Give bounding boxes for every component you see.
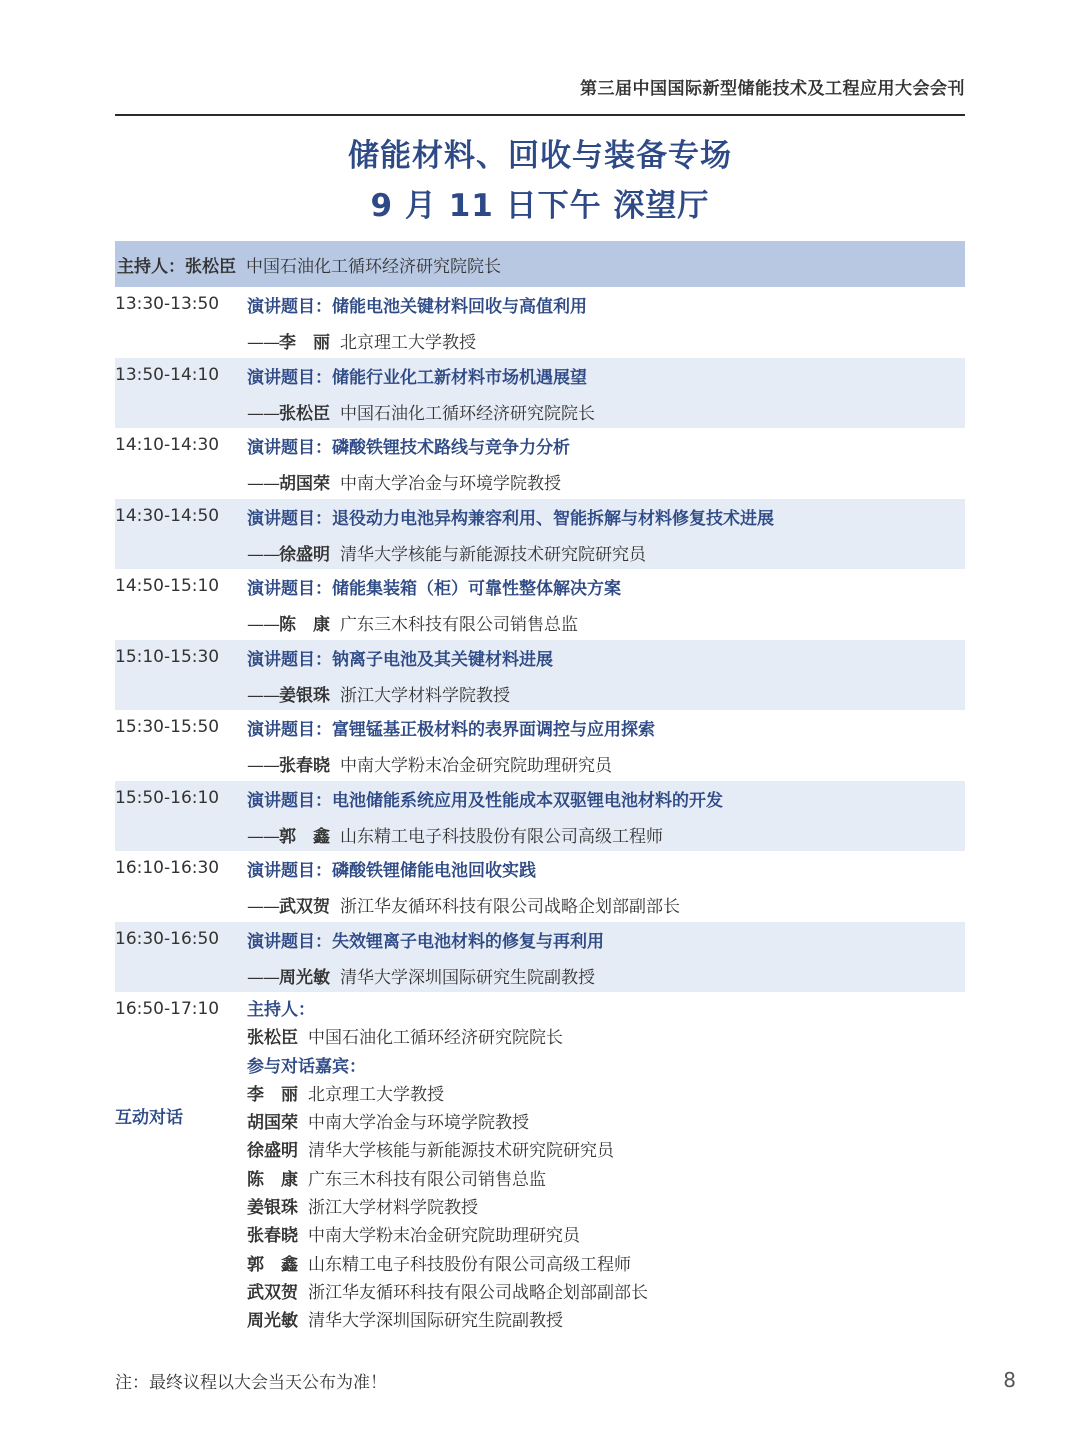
guest-affiliation: 清华大学深圳国际研究生院副教授 [308, 1311, 563, 1332]
panel-host-affiliation: 中国石油化工循环经济研究院院长 [308, 1028, 563, 1049]
talk-time: 15:30-15:50 [115, 717, 220, 737]
panel-guest [247, 1251, 648, 1279]
talk-topic: 演讲题目：储能行业化工新材料市场机遇展望 [247, 367, 587, 388]
guest-affiliation: 浙江大学材料学院教授 [308, 1198, 478, 1219]
speaker-name: 胡国荣 [279, 474, 330, 494]
speaker-affiliation: 北京理工大学教授 [340, 333, 476, 353]
talk-topic: 演讲题目：富锂锰基正极材料的表界面调控与应用探索 [247, 720, 655, 740]
host-bar [115, 241, 965, 287]
talk-topic: 演讲题目：电池储能系统应用及性能成本双驱锂电池材料的开发 [247, 790, 723, 811]
speaker-affiliation: 清华大学核能与新能源技术研究院研究员 [340, 544, 646, 565]
dash: —— [247, 403, 279, 424]
talk-speaker [247, 822, 663, 847]
panel-participants [247, 996, 648, 1336]
talk-speaker [247, 469, 561, 494]
guest-affiliation: 清华大学核能与新能源技术研究院研究员 [308, 1141, 614, 1162]
guest-affiliation: 北京理工大学教授 [308, 1084, 444, 1105]
panel-guest [247, 1222, 648, 1250]
speaker-affiliation: 浙江华友循环科技有限公司战略企划部副部长 [340, 897, 680, 917]
panel-discussion [115, 996, 965, 1336]
panel-guest [247, 1137, 648, 1165]
speaker-name: 郭 鑫 [279, 826, 330, 847]
speaker-name: 姜银珠 [279, 685, 330, 706]
speaker-name: 张松臣 [279, 403, 330, 424]
guest-affiliation: 广东三木科技有限公司销售总监 [308, 1169, 546, 1190]
speaker-name: 李 丽 [279, 333, 330, 353]
speaker-affiliation: 清华大学深圳国际研究生院副教授 [340, 967, 595, 988]
guest-name: 胡国荣 [247, 1113, 298, 1134]
speaker-name: 陈 康 [279, 615, 330, 635]
agenda-row [115, 499, 965, 570]
agenda-list [115, 287, 965, 992]
talk-time: 13:50-14:10 [115, 364, 220, 385]
talk-time: 15:10-15:30 [115, 646, 220, 667]
guest-name: 李 丽 [247, 1084, 298, 1105]
dash: —— [247, 756, 279, 776]
guest-affiliation: 山东精工电子科技股份有限公司高级工程师 [308, 1254, 631, 1275]
host-label: 主持人： [117, 256, 185, 277]
speaker-name: 武双贺 [279, 897, 330, 917]
dash: —— [247, 474, 279, 494]
panel-guest [247, 1109, 648, 1137]
speaker-name: 徐盛明 [279, 544, 330, 565]
speaker-affiliation: 浙江大学材料学院教授 [340, 685, 510, 706]
talk-speaker [247, 328, 476, 353]
panel-host-name: 张松臣 [247, 1028, 298, 1049]
agenda-row [115, 710, 965, 781]
talk-speaker [247, 963, 595, 988]
speaker-affiliation: 广东三木科技有限公司销售总监 [340, 615, 578, 635]
guest-affiliation: 中南大学冶金与环境学院教授 [308, 1113, 529, 1134]
panel-guest [247, 1081, 648, 1109]
guest-name: 周光敏 [247, 1311, 298, 1332]
panel-guest [247, 1307, 648, 1335]
panel-time: 16:50-17:10 [115, 999, 220, 1019]
talk-speaker [247, 751, 612, 776]
page-number: 8 [1003, 1368, 1016, 1392]
guest-name: 张春晓 [247, 1226, 298, 1247]
guest-name: 武双贺 [247, 1282, 298, 1303]
journal-title: 第三届中国国际新型储能技术及工程应用大会会刊 [580, 79, 965, 99]
talk-speaker [247, 610, 578, 635]
guest-name: 陈 康 [247, 1169, 298, 1190]
panel-guest [247, 1279, 648, 1307]
agenda-row [115, 922, 965, 993]
panel-guests-label: 参与对话嘉宾： [247, 1056, 366, 1077]
session-subtitle: 9 月 11 日下午 深望厅 [370, 188, 710, 224]
speaker-name: 张春晓 [279, 756, 330, 776]
talk-topic: 演讲题目：储能电池关键材料回收与高值利用 [247, 297, 587, 317]
agenda-row [115, 781, 965, 852]
talk-speaker [247, 892, 680, 917]
header-divider [115, 114, 965, 116]
guest-name: 郭 鑫 [247, 1254, 298, 1275]
panel-guest [247, 1166, 648, 1194]
guest-affiliation: 浙江华友循环科技有限公司战略企划部副部长 [308, 1282, 648, 1303]
talk-time: 15:50-16:10 [115, 787, 220, 808]
agenda-row [115, 640, 965, 711]
talk-time: 14:50-15:10 [115, 576, 220, 596]
talk-time: 14:10-14:30 [115, 435, 220, 455]
talk-time: 14:30-14:50 [115, 505, 220, 526]
guest-name: 姜银珠 [247, 1198, 298, 1219]
agenda-row [115, 851, 965, 922]
talk-topic: 演讲题目：退役动力电池异构兼容利用、智能拆解与材料修复技术进展 [247, 508, 774, 529]
talk-time: 16:30-16:50 [115, 928, 220, 949]
speaker-name: 周光敏 [279, 967, 330, 988]
talk-time: 16:10-16:30 [115, 858, 220, 878]
speaker-affiliation: 中国石油化工循环经济研究院院长 [340, 403, 595, 424]
talk-topic: 演讲题目：磷酸铁锂技术路线与竞争力分析 [247, 438, 570, 458]
dash: —— [247, 333, 279, 353]
dash: —— [247, 897, 279, 917]
speaker-affiliation: 中南大学冶金与环境学院教授 [340, 474, 561, 494]
guest-affiliation: 中南大学粉末冶金研究院助理研究员 [308, 1226, 580, 1247]
dash: —— [247, 544, 279, 565]
panel-label: 互动对话 [115, 1108, 183, 1128]
talk-topic: 演讲题目：储能集装箱（柜）可靠性整体解决方案 [247, 579, 621, 599]
panel-host [247, 1024, 648, 1052]
dash: —— [247, 967, 279, 988]
dash: —— [247, 826, 279, 847]
speaker-affiliation: 山东精工电子科技股份有限公司高级工程师 [340, 826, 663, 847]
talk-topic: 演讲题目：钠离子电池及其关键材料进展 [247, 649, 553, 670]
agenda-row [115, 287, 965, 358]
speaker-affiliation: 中南大学粉末冶金研究院助理研究员 [340, 756, 612, 776]
host-affiliation: 中国石油化工循环经济研究院院长 [246, 256, 501, 277]
panel-host-label: 主持人： [247, 1000, 315, 1020]
talk-speaker [247, 399, 595, 424]
talk-topic: 演讲题目：磷酸铁锂储能电池回收实践 [247, 861, 536, 881]
talk-speaker [247, 681, 510, 706]
host-name: 张松臣 [185, 256, 236, 277]
agenda-row [115, 428, 965, 499]
panel-guest [247, 1194, 648, 1222]
agenda-row [115, 358, 965, 429]
dash: —— [247, 685, 279, 706]
agenda-row [115, 569, 965, 640]
talk-topic: 演讲题目：失效锂离子电池材料的修复与再利用 [247, 931, 604, 952]
footer-note: 注：最终议程以大会当天公布为准！ [115, 1373, 387, 1393]
dash: —— [247, 615, 279, 635]
session-title: 储能材料、回收与装备专场 [348, 138, 732, 174]
guest-name: 徐盛明 [247, 1141, 298, 1162]
talk-speaker [247, 540, 646, 565]
talk-time: 13:30-13:50 [115, 294, 220, 314]
